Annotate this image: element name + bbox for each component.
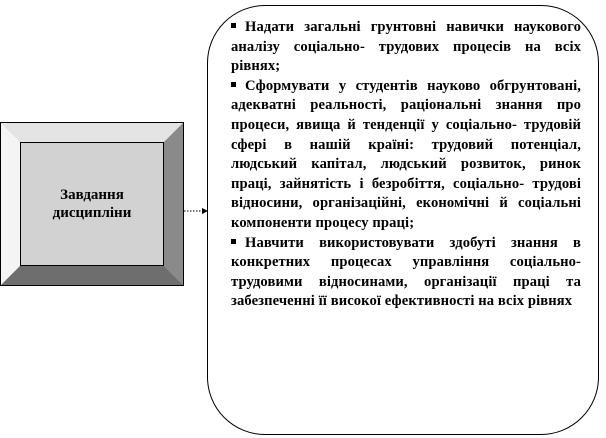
bullet-icon	[231, 239, 236, 244]
goal-item-text: Сформувати у студентів науково обгрунтовані, адекватні реальності, раціональні знання про процеси, явища й тенденції у соціально- трудовій сфері в нашій країні: трудовий потенціал, людський капітал, людський розвиток, ринок праці, зайнятість і безробіття, соціально- трудові відносини, організаційні, економічні й соціальні компоненти процесу праці;	[231, 77, 581, 231]
goal-item-text: Навчити використовувати здобуті знання в конкретних процесах управління соціально- трудовими відносинами, організації праці та забезпеченні її високої ефективності на всіх рівнях	[231, 234, 581, 310]
task-box-face	[20, 142, 164, 266]
goal-item-text: Надати загальні грунтовні навички наукового аналізу соціально- трудових процесів на всіх рівнях;	[231, 19, 581, 75]
goal-item-1	[231, 18, 581, 77]
dotted-arrow	[184, 206, 209, 216]
bullet-icon	[231, 23, 236, 28]
goals-list	[231, 18, 581, 312]
goal-item-2	[231, 77, 581, 234]
goals-panel	[207, 5, 599, 435]
bullet-icon	[231, 82, 236, 87]
goal-item-3	[231, 234, 581, 312]
task-box	[0, 122, 184, 286]
task-box-label: Завдання дисципліни	[52, 187, 132, 221]
